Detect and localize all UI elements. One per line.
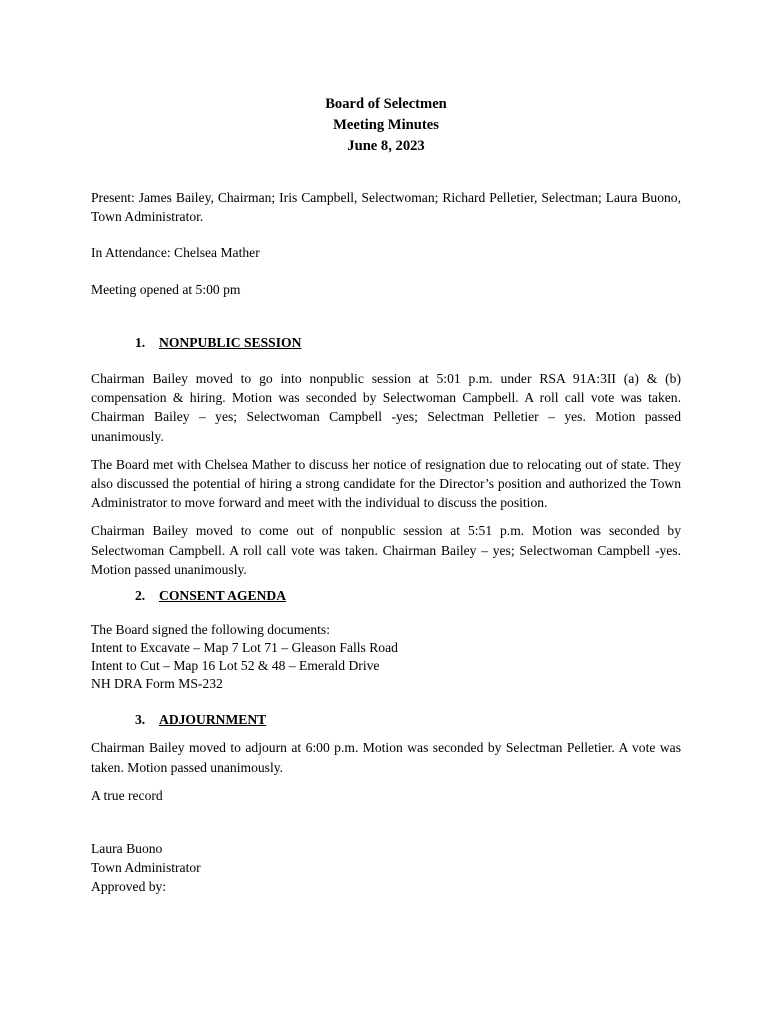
section-heading-adjournment [91, 710, 681, 729]
document-page [91, 94, 681, 897]
section-number: 3. [135, 712, 146, 728]
signatory-name: Laura Buono [91, 841, 163, 857]
section-heading-nonpublic [91, 333, 681, 352]
document-date: June 8, 2023 [347, 138, 425, 154]
section-heading-consent [91, 586, 681, 605]
document-title-board: Board of Selectmen [325, 96, 447, 112]
section-title: ADJOURNMENT [159, 712, 267, 728]
section-title: NONPUBLIC SESSION [159, 334, 302, 350]
adjournment-paragraph: Chairman Bailey moved to adjourn at 6:00 p.m. Motion was seconded by Selectman Pelletier. A vote was taken. Motion passed unanimously. [91, 740, 681, 775]
opened-paragraph: Meeting opened at 5:00 pm [91, 281, 241, 297]
section-title: CONSENT AGENDA [159, 588, 287, 604]
section-number: 2. [135, 588, 146, 604]
consent-intro: The Board signed the following documents: [91, 622, 330, 638]
consent-item: Intent to Cut – Map 16 Lot 52 & 48 – Emerald Drive [91, 658, 380, 674]
approved-by-label: Approved by: [91, 879, 167, 895]
nonpublic-paragraph-2: The Board met with Chelsea Mather to discuss her notice of resignation due to relocating out of state. They also discussed the potential of hiring a strong candidate for the Director’s position and authorized the Town Administrator to move forward and meet with the individual to discuss the position. [91, 456, 681, 511]
attendance-paragraph: In Attendance: Chelsea Mather [91, 245, 260, 261]
signatory-role: Town Administrator [91, 860, 201, 876]
consent-item: Intent to Excavate – Map 7 Lot 71 – Gleason Falls Road [91, 640, 398, 656]
present-paragraph: Present: James Bailey, Chairman; Iris Campbell, Selectwoman; Richard Pelletier, Selectman; Laura Buono, Town Administrator. [91, 190, 681, 225]
nonpublic-paragraph-3: Chairman Bailey moved to come out of nonpublic session at 5:51 p.m. Motion was seconded by Selectwoman Campbell. A roll call vote was taken. Chairman Bailey – yes; Selectwoman Campbell -yes. Motion passed unanimously. [91, 523, 681, 577]
nonpublic-paragraph-1: Chairman Bailey moved to go into nonpublic session at 5:01 p.m. under RSA 91A:3II (a) & (b) compensation & hiring. Motion was seconded by Selectwoman Campbell. A roll call vote was taken. Chairman Bailey – yes; Selectwoman Campbell -yes; Selectman Pelletier – yes. Motion passed unanimously. [91, 371, 681, 444]
consent-item: NH DRA Form MS-232 [91, 676, 223, 692]
true-record-text: A true record [91, 787, 163, 803]
section-number: 1. [135, 334, 146, 350]
document-title-minutes: Meeting Minutes [333, 117, 439, 133]
